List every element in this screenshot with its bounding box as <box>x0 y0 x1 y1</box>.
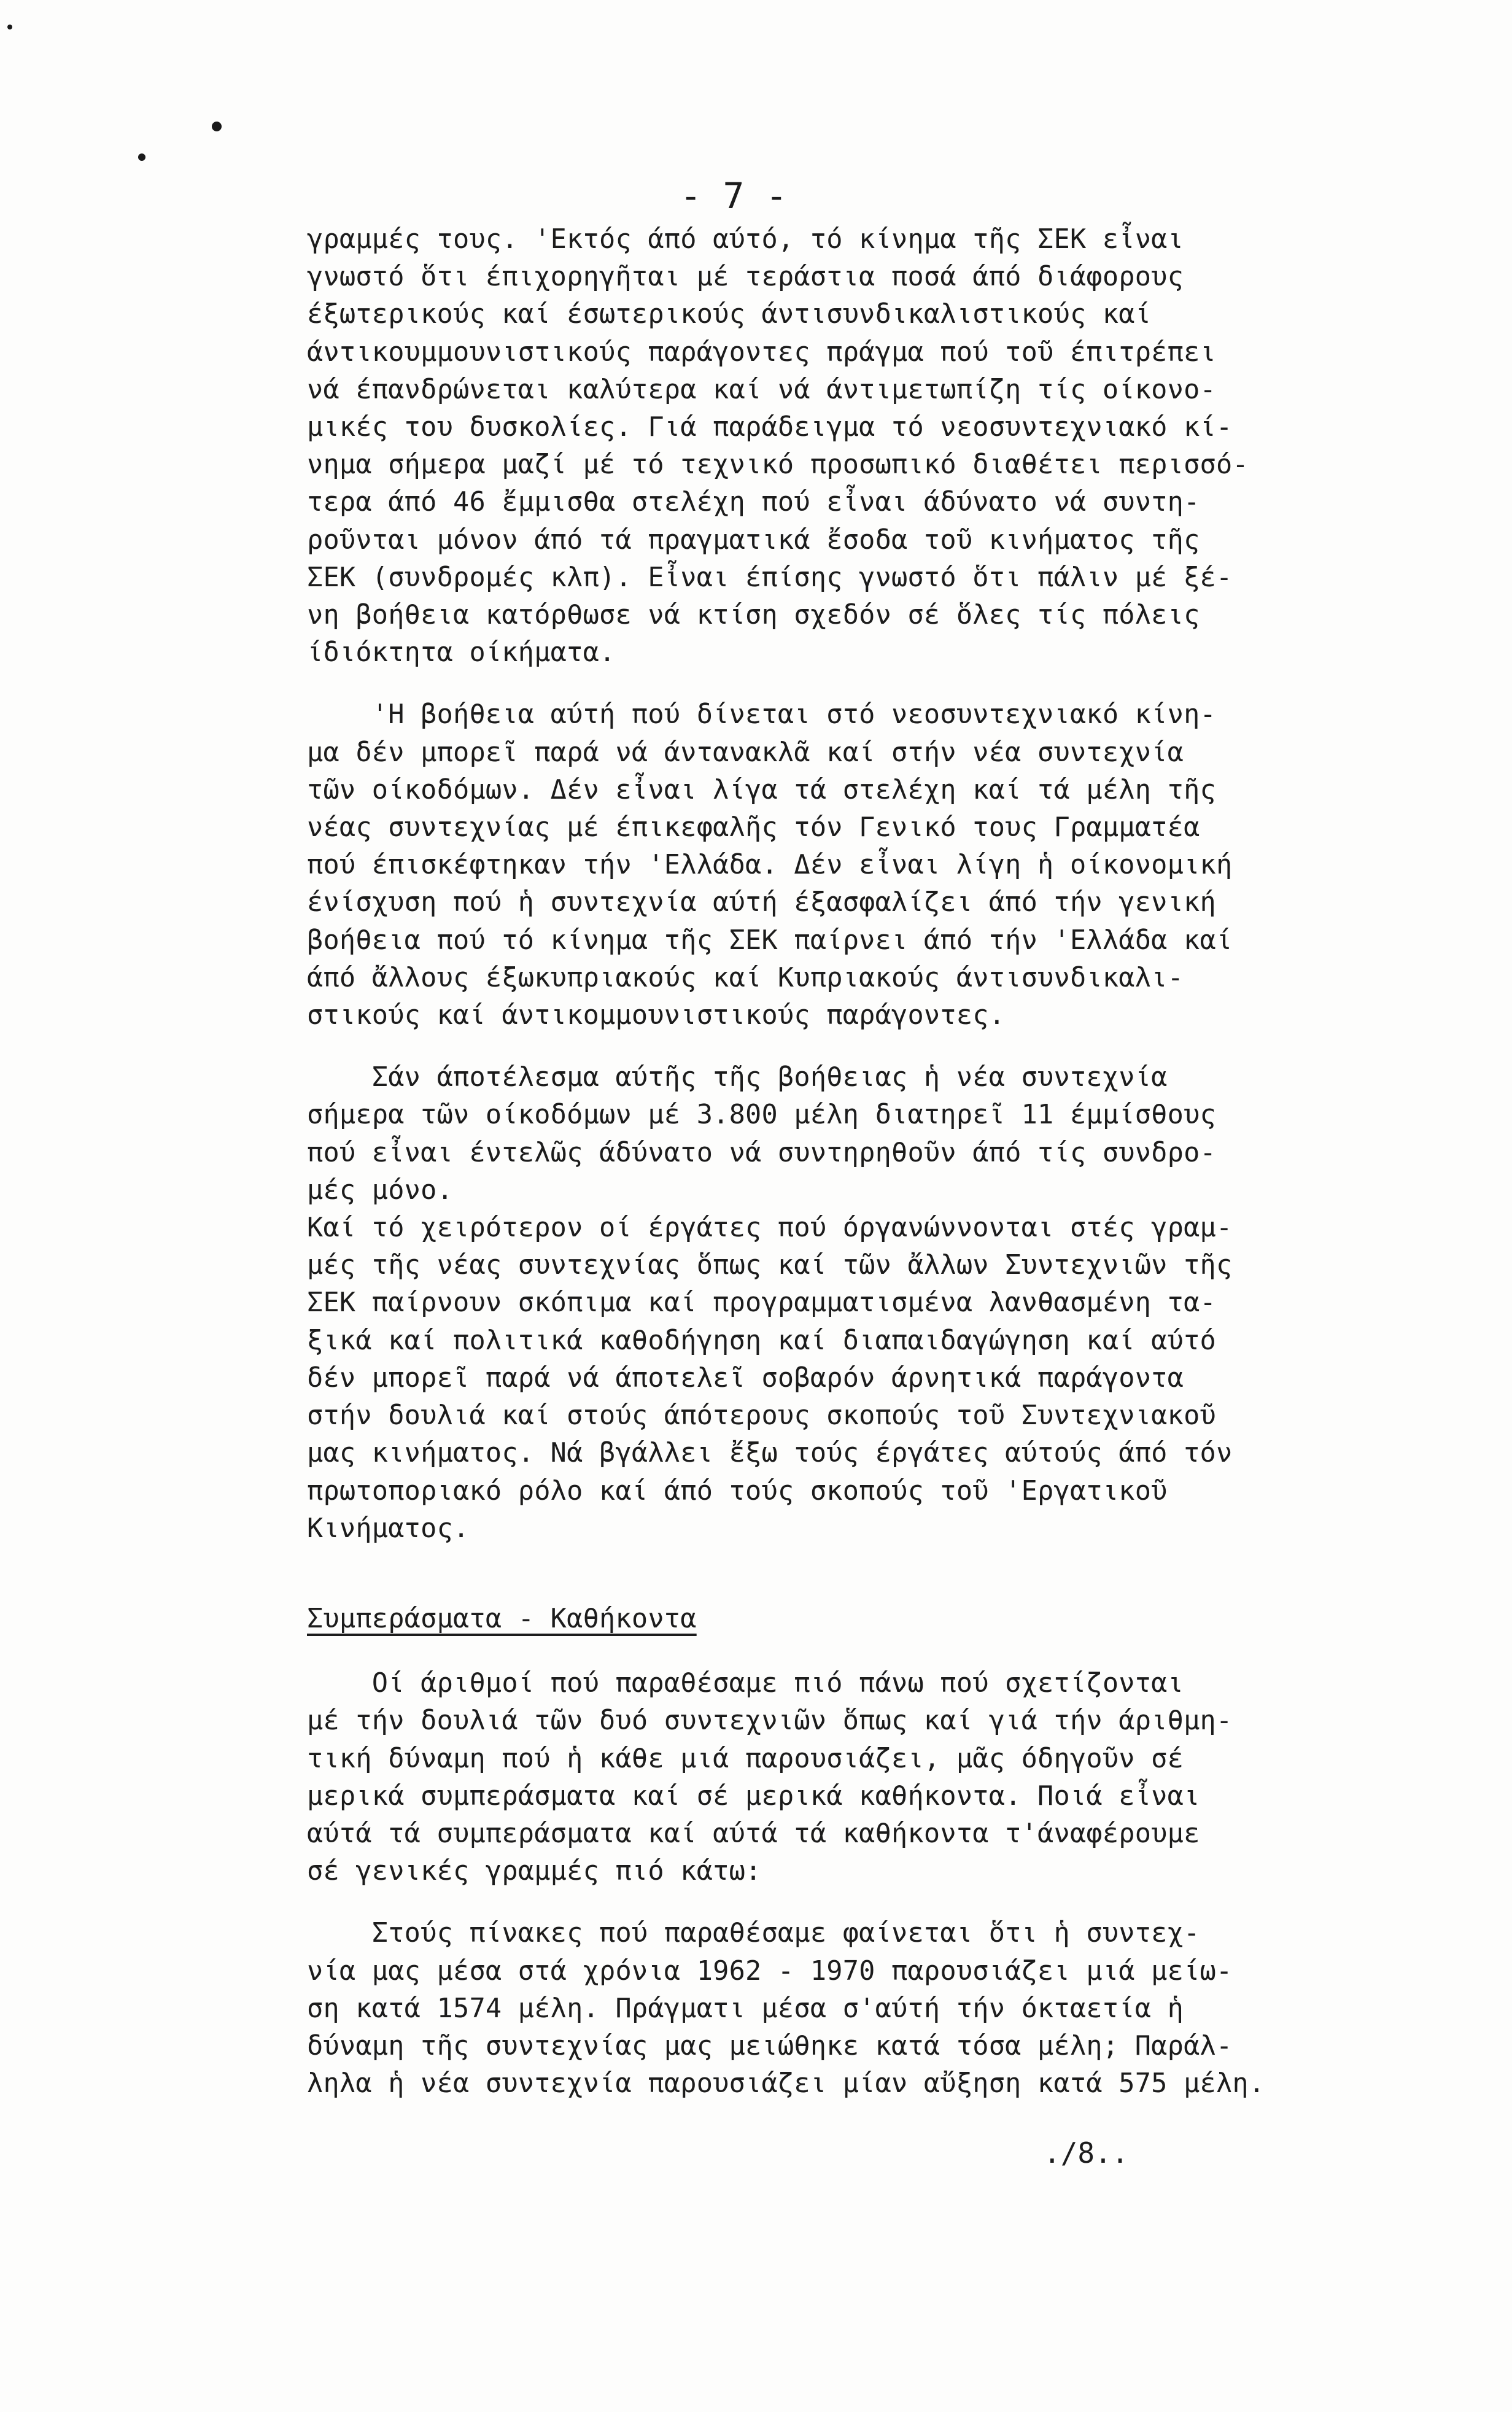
paragraph <box>307 1059 1449 1209</box>
text-line: νία μας μέσα στά χρόνια 1962 - 1970 παρουσιάζει μιά μείω- <box>307 1955 1233 1987</box>
text-line: μικές του δυσκολίες. Γιά παράδειγμα τό νεοσυντεχνιακό κί- <box>307 412 1233 443</box>
scan-speck <box>212 122 222 131</box>
text-line: άντικουμμουνιστικούς παράγοντες πράγμα πού τοῦ έπιτρέπει <box>307 336 1216 368</box>
text-line: ίδιόκτητα οίκήματα. <box>307 637 616 669</box>
text-line: νημα σήμερα μαζί μέ τό τεχνικό προσωπικό διαθέτει περισσό- <box>307 449 1249 481</box>
section-heading <box>307 1600 1449 1638</box>
text-line: νά έπανδρώνεται καλύτερα καί νά άντιμετωπίζη τίς οίκονο- <box>307 374 1216 405</box>
scan-speck <box>138 153 145 161</box>
text-line: μα δέν μπορεῖ παρά νά άντανακλᾶ καί στήν νέα συντεχνία <box>307 737 1184 768</box>
paragraph <box>307 1209 1449 1548</box>
text-line: στικούς καί άντικομμουνιστικούς παράγοντες. <box>307 1000 1006 1031</box>
paragraph <box>307 696 1449 1034</box>
text-line: ξικά καί πολιτικά καθοδήγηση καί διαπαιδαγώγηση καί αύτό <box>307 1325 1216 1356</box>
paragraph <box>307 221 1449 672</box>
text-line: Στούς πίνακες πού παραθέσαμε φαίνεται ὅτι ἡ συντεχ- <box>307 1918 1200 1949</box>
text-line: ένίσχυση πού ἡ συντεχνία αύτή έξασφαλίζει άπό τήν γενική <box>307 887 1216 918</box>
text-line: μας κινήματος. Νά βγάλλει ἔξω τούς έργάτες αύτούς άπό τόν <box>307 1438 1233 1469</box>
text-line: μέ τήν δουλιά τῶν δυό συντεχνιῶν ὅπως καί γιά τήν άριθμη- <box>307 1705 1233 1737</box>
text-line: αύτά τά συμπεράσματα καί αύτά τά καθήκοντα τ'άναφέρουμε <box>307 1818 1200 1849</box>
text-line: Σάν άποτέλεσμα αύτῆς τῆς βοήθειας ἡ νέα συντεχνία <box>307 1062 1168 1093</box>
text-line: μερικά συμπεράσματα καί σέ μερικά καθήκοντα. Ποιά εἶναι <box>307 1780 1200 1812</box>
text-line: μές μόνο. <box>307 1174 454 1206</box>
text-line: γνωστό ὅτι έπιχορηγῆται μέ τεράστια ποσά άπό διάφορους <box>307 262 1184 293</box>
text-line: σήμερα τῶν οίκοδόμων μέ 3.800 μέλη διατηρεῖ 11 έμμίσθους <box>307 1099 1216 1131</box>
page-number: - 7 - <box>680 175 788 217</box>
continuation-marker: ./8.. <box>1044 2136 1129 2170</box>
text-line: πού έπισκέφτηκαν τήν 'Ελλάδα. Δέν εἶναι λίγη ἡ οίκονομική <box>307 850 1233 881</box>
text-line: μές τῆς νέας συντεχνίας ὅπως καί τῶν ἄλλων Συντεχνιῶν τῆς <box>307 1250 1233 1281</box>
paragraph <box>307 1915 1449 2103</box>
text-line: πρωτοποριακό ρόλο καί άπό τούς σκοπούς τοῦ 'Εργατικοῦ <box>307 1475 1168 1507</box>
scan-speck <box>7 25 12 29</box>
text-line: δέν μπορεῖ παρά νά άποτελεῖ σοβαρόν άρνητικά παράγοντα <box>307 1362 1184 1394</box>
text-line: πού εἶναι έντελῶς άδύνατο νά συντηρηθοῦν άπό τίς συνδρο- <box>307 1137 1216 1168</box>
text-line: Κινήματος. <box>307 1513 470 1544</box>
text-line: τερα άπό 46 ἔμμισθα στελέχη πού εἶναι άδύνατο νά συντη- <box>307 487 1200 518</box>
text-line: έξωτερικούς καί έσωτερικούς άντισυνδικαλιστικούς καί <box>307 299 1152 330</box>
document-body <box>307 221 1449 2103</box>
text-line: ΣΕΚ παίρνουν σκόπιμα καί προγραμματισμένα λανθασμένη τα- <box>307 1287 1216 1319</box>
text-line: δύναμη τῆς συντεχνίας μας μειώθηκε κατά τόσα μέλη; Παράλ- <box>307 2030 1233 2061</box>
text-line: Οί άριθμοί πού παραθέσαμε πιό πάνω πού σχετίζονται <box>307 1668 1184 1699</box>
section-heading-text: Συμπεράσματα - Καθήκοντα <box>307 1603 697 1634</box>
text-line: σέ γενικές γραμμές πιό κάτω: <box>307 1856 762 1887</box>
text-line: ΣΕΚ (συνδρομές κλπ). Εἶναι έπίσης γνωστό ὅτι πάλιν μέ ξέ- <box>307 562 1233 593</box>
text-line: τική δύναμη πού ἡ κάθε μιά παρουσιάζει, μᾶς όδηγοῦν σέ <box>307 1743 1184 1774</box>
text-line: τῶν οίκοδόμων. Δέν εἶναι λίγα τά στελέχη καί τά μέλη τῆς <box>307 774 1216 805</box>
text-line: νη βοήθεια κατόρθωσε νά κτίση σχεδόν σέ ὅλες τίς πόλεις <box>307 600 1200 631</box>
text-line: άπό ἄλλους έξωκυπριακούς καί Κυπριακούς άντισυνδικαλι- <box>307 962 1184 993</box>
text-line: ροῦνται μόνον άπό τά πραγματικά ἔσοδα τοῦ κινήματος τῆς <box>307 524 1200 556</box>
text-line: ση κατά 1574 μέλη. Πράγματι μέσα σ'αύτή τήν όκταετία ἡ <box>307 1993 1184 2024</box>
text-line: νέας συντεχνίας μέ έπικεφαλῆς τόν Γενικό τους Γραμματέα <box>307 812 1200 843</box>
text-line: στήν δουλιά καί στούς άπότερους σκοπούς τοῦ Συντεχνιακοῦ <box>307 1400 1216 1432</box>
text-line: ληλα ἡ νέα συντεχνία παρουσιάζει μίαν αὔξηση κατά 575 μέλη. <box>307 2068 1265 2100</box>
text-line: γραμμές τους. 'Εκτός άπό αύτό, τό κίνημα τῆς ΣΕΚ εἶναι <box>307 224 1184 255</box>
paragraph <box>307 1665 1449 1890</box>
text-line: Καί τό χειρότερον οί έργάτες πού όργανώννονται στές γραμ- <box>307 1212 1233 1244</box>
text-line: 'Η βοήθεια αύτή πού δίνεται στό νεοσυντεχνιακό κίνη- <box>307 699 1216 731</box>
text-line: βοήθεια πού τό κίνημα τῆς ΣΕΚ παίρνει άπό τήν 'Ελλάδα καί <box>307 925 1233 956</box>
